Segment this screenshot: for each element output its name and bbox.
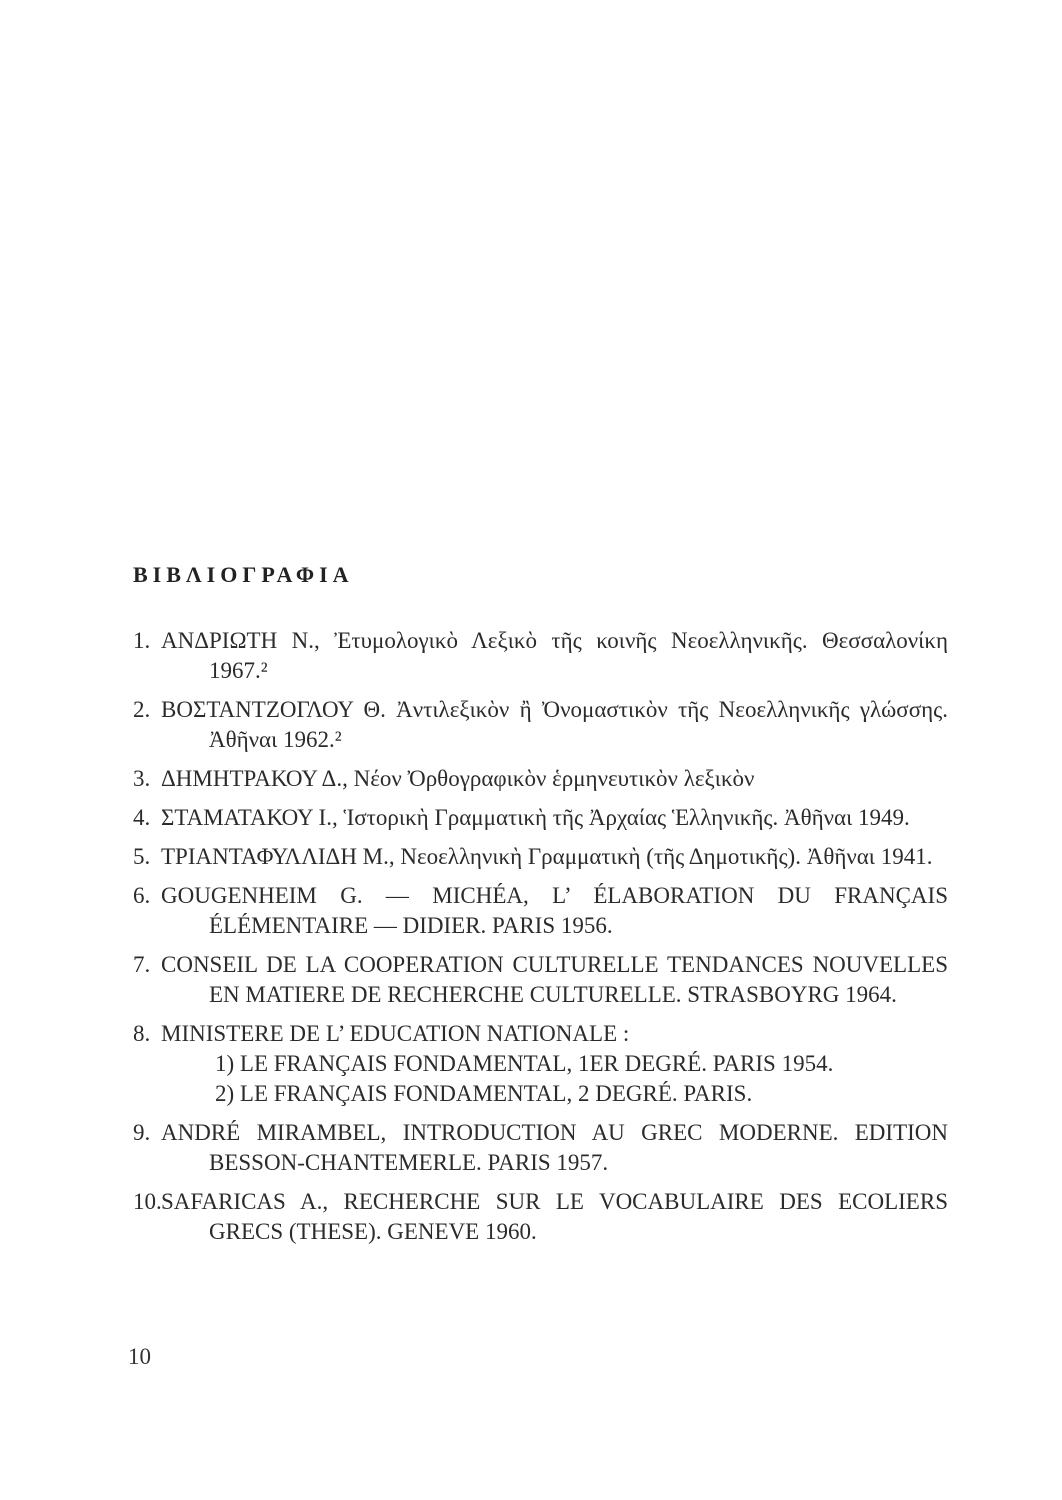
- entry-number: 4.: [133, 805, 151, 830]
- bibliography-entry: [133, 950, 948, 1010]
- bibliography-heading: ΒΙΒΛΙΟΓΡΑΦΙΑ: [133, 562, 354, 587]
- bibliography-entry: [133, 1019, 948, 1109]
- bibliography-entry: [133, 881, 948, 941]
- entry-number: 8.: [133, 1021, 151, 1046]
- bibliography-list: [133, 626, 948, 1256]
- bibliography-entry: [133, 803, 948, 833]
- bibliography-entry: [133, 842, 948, 872]
- entry-number: 7.: [133, 952, 151, 977]
- entry-text: GOUGENHEIM G. — MICHÉA, L’ ÉLABORATION DU FRANÇAIS ÉLÉMENTAIRE — DIDIER. PARIS 1956.: [161, 883, 948, 938]
- bibliography-entry: [133, 764, 948, 794]
- entry-text: ΤΡΙΑΝΤΑΦΥΛΛΙΔΗ Μ., Νεοελληνικὴ Γραμματικὴ (τῆς Δημοτικῆς). Ἀθῆναι 1941.: [161, 844, 933, 869]
- page-number: 10: [128, 1344, 151, 1369]
- bibliography-entry: [133, 695, 948, 755]
- entry-number: 2.: [133, 697, 151, 722]
- entry-text: CONSEIL DE LA COOPERATION CULTURELLE TENDANCES NOUVELLES EN MATIERE DE RECHERCHE CULTURELLE. STRASBOYRG 1964.: [161, 952, 948, 1007]
- entry-text: MINISTERE DE L’ EDUCATION NATIONALE :: [161, 1021, 630, 1046]
- entry-text: ΔΗΜΗΤΡΑΚΟΥ Δ., Νέον Ὀρθογραφικὸν ἑρμηνευτικὸν λεξικὸν: [161, 766, 755, 791]
- entry-text: ΒΟΣΤΑΝΤΖΟΓΛΟΥ Θ. Ἀντιλεξικὸν ἢ Ὀνομαστικὸν τῆς Νεοελληνικῆς γλώσσης. Ἀθῆναι 1962.²: [161, 697, 948, 752]
- bibliography-entry: [133, 1118, 948, 1178]
- bibliography-entry: [133, 1187, 948, 1247]
- entry-number: 1.: [133, 628, 151, 653]
- entry-text: ΑΝΔΡΙΩΤΗ Ν., Ἐτυμολογικὸ Λεξικὸ τῆς κοινῆς Νεοελληνικῆς. Θεσσαλονίκη 1967.²: [161, 628, 948, 683]
- bibliography-entry: [133, 626, 948, 686]
- entry-number: 6.: [133, 883, 151, 908]
- entry-text: ANDRÉ MIRAMBEL, INTRODUCTION AU GREC MODERNE. EDITION BESSON-CHANTEMERLE. PARIS 1957.: [161, 1120, 948, 1175]
- entry-text: ΣΤΑΜΑΤΑΚΟΥ Ι., Ἱστορικὴ Γραμματικὴ τῆς Ἀρχαίας Ἑλληνικῆς. Ἀθῆναι 1949.: [161, 805, 910, 830]
- entry-subitem: 1) LE FRANÇAIS FONDAMENTAL, 1ER DEGRÉ. PARIS 1954.: [215, 1051, 834, 1076]
- entry-number: 10.: [133, 1189, 162, 1214]
- entry-number: 9.: [133, 1120, 151, 1145]
- entry-sublist: [133, 1049, 948, 1109]
- entry-text: SAFARICAS A., RECHERCHE SUR LE VOCABULAIRE DES ECOLIERS GRECS (THESE). GENEVE 1960.: [161, 1189, 948, 1244]
- entry-subitem: 2) LE FRANÇAIS FONDAMENTAL, 2 DEGRÉ. PARIS.: [215, 1081, 753, 1106]
- entry-number: 3.: [133, 766, 151, 791]
- entry-number: 5.: [133, 844, 151, 869]
